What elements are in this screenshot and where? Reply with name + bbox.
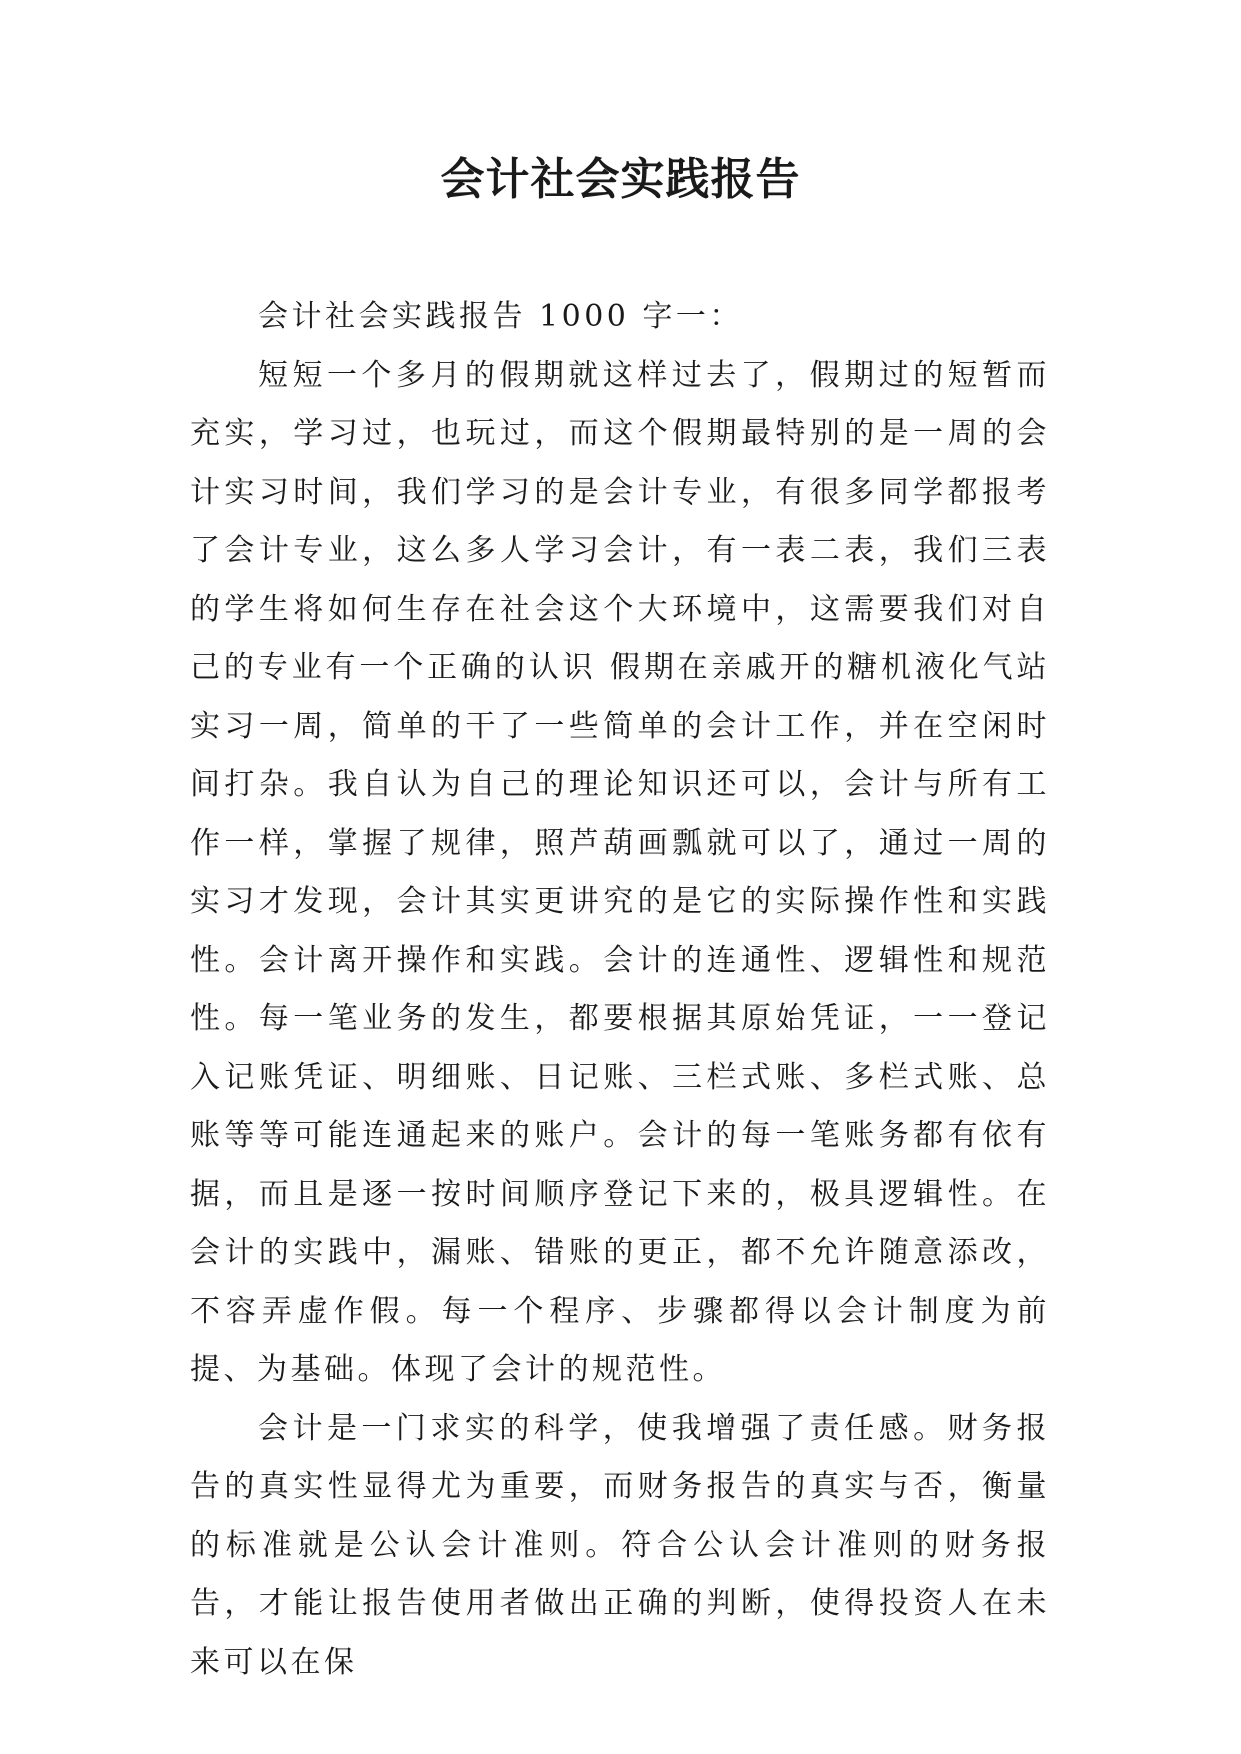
- document-title: 会计社会实践报告: [440, 154, 801, 205]
- document-body: [190, 288, 1050, 1692]
- body-paragraph-2: 会计是一门求实的科学，使我增强了责任感。财务报告的真实性显得尤为重要，而财务报告的真实与否，衡量的标准就是公认会计准则。符合公认会计准则的财务报告，才能让报告使用者做出正确的判断，使得投资人在未来可以在保: [190, 1410, 1050, 1680]
- body-paragraph-1: 短短一个多月的假期就这样过去了，假期过的短暂而充实，学习过，也玩过，而这个假期最特别的是一周的会计实习时间，我们学习的是会计专业，有很多同学都报考了会计专业，这么多人学习会计，有一表二表，我们三表的学生将如何生存在社会这个大环境中，这需要我们对自己的专业有一个正确的认识 假期在亲戚开的糖机液化气站实习一周，简单的干了一些简单的会计工作，并在空闲时间打杂。我自认为自己的理论知识还可以，会计与所有工作一样，掌握了规律，照芦葫画瓢就可以了，通过一周的实习才发现，会计其实更讲究的是它的实际操作性和实践性。会计离开操作和实践。会计的连通性、逻辑性和规范性。每一笔业务的发生，都要根据其原始凭证，一一登记入记账凭证、明细账、日记账、三栏式账、多栏式账、总账等等可能连通起来的账户。会计的每一笔账务都有依有据，而且是逐一按时间顺序登记下来的，极具逻辑性。在会计的实践中，漏账、错账的更正，都不允许随意添改，不容弄虚作假。每一个程序、步骤都得以会计制度为前提、为基础。体现了会计的规范性。: [190, 357, 1050, 1387]
- body-subtitle: 会计社会实践报告 1000 字一：: [258, 299, 743, 334]
